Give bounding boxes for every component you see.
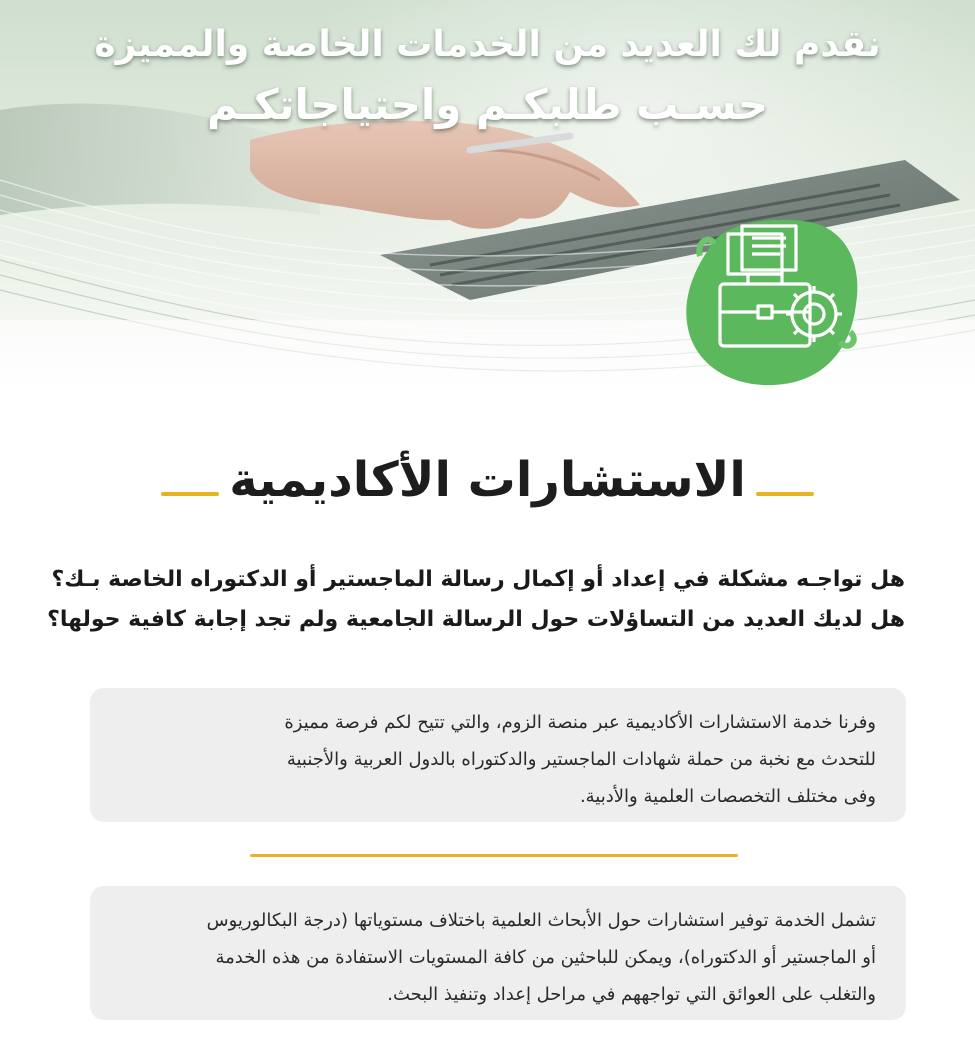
title-rule-left: [161, 492, 219, 496]
question-2: هل لديك العديد من التساؤلات حول الرسالة الجامعية ولم تجد إجابة كافية حولها؟: [47, 607, 905, 632]
questions-list: [47, 560, 905, 640]
hero-subheadline: حسـب طلبكـم واحتياجاتكـم: [207, 80, 768, 129]
section-title-row: [0, 445, 975, 515]
info-box-2: [90, 886, 906, 1020]
page-title: الاستشارات الأكاديمية: [229, 452, 746, 508]
title-rule-right: [756, 492, 814, 496]
question-1: هل تواجـه مشكلة في إعداد أو إكمال رسالة الماجستير أو الدكتوراه الخاصة بـك؟: [51, 567, 905, 592]
info-box-1-line-2: للتحدث مع نخبة من حملة شهادات الماجستير والدكتوراه بالدول العربية والأجنبية: [286, 749, 876, 770]
info-box-2-line-2: أو الماجستير أو الدكتوراه)، ويمكن للباحثين من كافة المستويات الاستفادة من هذه الخدمة: [215, 947, 876, 968]
info-box-2-line-3: والتغلب على العوائق التي تواجههم في مراحل إعداد وتنفيذ البحث.: [387, 984, 876, 1005]
info-box-2-line-1: تشمل الخدمة توفير استشارات حول الأبحاث العلمية باختلاف مستوياتها (درجة البكالوريوس: [206, 910, 876, 931]
briefcase-documents-gear-icon: [680, 212, 862, 390]
gold-divider: [250, 854, 738, 857]
hero-headline: نقدم لك العديد من الخدمات الخاصة والمميزة: [94, 24, 881, 65]
info-box-1-line-1: وفرنا خدمة الاستشارات الأكاديمية عبر منصة الزوم، والتي تتيح لكم فرصة مميزة: [284, 712, 876, 733]
info-box-1-line-3: وفى مختلف التخصصات العلمية والأدبية.: [579, 786, 876, 807]
hero-banner: [0, 0, 975, 400]
info-box-1: [90, 688, 906, 822]
